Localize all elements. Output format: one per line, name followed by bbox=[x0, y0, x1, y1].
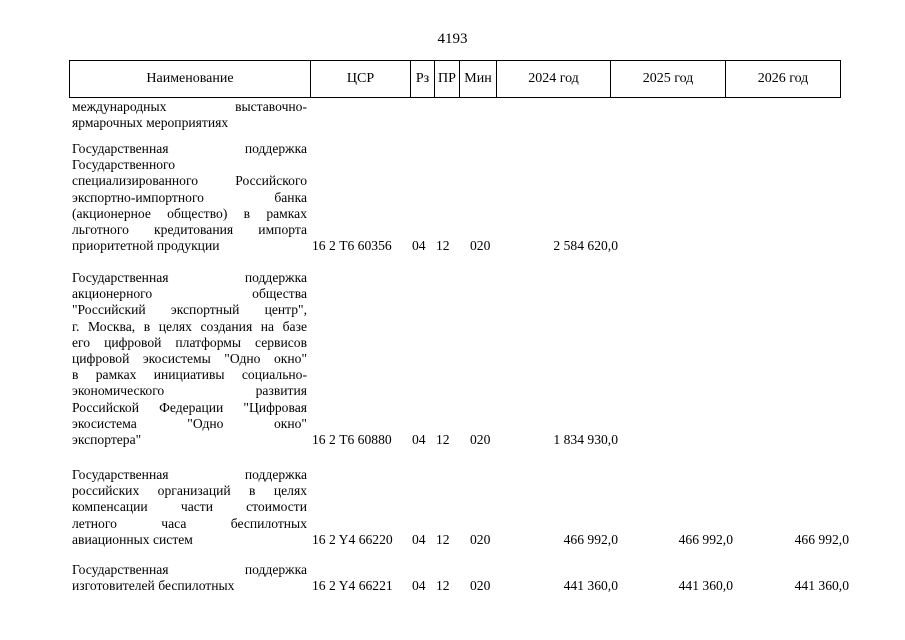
column-header-2026: 2026 год bbox=[726, 61, 841, 98]
table-header bbox=[69, 60, 841, 98]
column-header-name: Наименование bbox=[70, 61, 311, 98]
column-header-2025: 2025 год bbox=[611, 61, 726, 98]
row-name-line: приоритетной продукции bbox=[72, 238, 220, 254]
row-name-line: г. Москва, в целях создания на базе bbox=[72, 318, 307, 334]
row-name-line: компенсации части стоимости bbox=[72, 499, 307, 515]
row-name-line: Государственная поддержка bbox=[72, 562, 307, 577]
row-name-line: экспортно-импортного банка bbox=[72, 189, 307, 205]
cell-y2024: 466 992,0 bbox=[563, 531, 618, 547]
cell-y2025: 466 992,0 bbox=[678, 531, 733, 547]
cell-rz: 04 bbox=[412, 578, 426, 594]
row-name bbox=[72, 562, 307, 594]
column-header-2024: 2024 год bbox=[497, 61, 611, 98]
row-name-line: международных выставочно- bbox=[72, 99, 307, 114]
row-name bbox=[72, 270, 307, 448]
column-header-pr: ПР bbox=[435, 61, 460, 98]
row-name-line: льготного кредитования импорта bbox=[72, 222, 307, 238]
row-name-line: его цифровой платформы сервисов bbox=[72, 334, 307, 350]
cell-min: 020 bbox=[470, 578, 491, 594]
row-name-line: Российской Федерации "Цифровая bbox=[72, 399, 307, 415]
column-header-csr: ЦСР bbox=[311, 61, 411, 98]
cell-csr: 16 2 Y4 66221 bbox=[312, 578, 393, 594]
cell-rz: 04 bbox=[412, 531, 426, 547]
row-name-line: экосистема "Одно окно" bbox=[72, 415, 307, 431]
row-name-line: изготовителей беспилотных bbox=[72, 578, 235, 594]
row-name-line: экспортера" bbox=[72, 432, 142, 448]
row-name-line: в рамках инициативы социально- bbox=[72, 367, 307, 383]
cell-min: 020 bbox=[470, 432, 491, 447]
row-name-line: специализированного Российского bbox=[72, 173, 307, 189]
row-name-line: Государственного bbox=[72, 157, 176, 173]
cell-y2025: 441 360,0 bbox=[678, 578, 733, 594]
cell-min: 020 bbox=[470, 238, 491, 254]
cell-csr: 16 2 Т6 60356 bbox=[312, 238, 392, 254]
row-name-line: акционерного общества bbox=[72, 286, 307, 302]
row-name-line: летного часа беспилотных bbox=[72, 515, 307, 531]
cell-pr: 12 bbox=[436, 578, 450, 594]
column-header-min: Мин bbox=[460, 61, 497, 98]
row-name bbox=[72, 141, 307, 254]
cell-csr: 16 2 Т6 60880 bbox=[312, 432, 392, 447]
row-name-line: Государственная поддержка bbox=[72, 270, 307, 285]
cell-y2026: 466 992,0 bbox=[794, 531, 849, 547]
row-name-line: цифровой экосистемы "Одно окно" bbox=[72, 351, 307, 367]
column-header-rz: Рз bbox=[411, 61, 435, 98]
row-name-line: авиационных систем bbox=[72, 531, 193, 547]
row-name bbox=[72, 467, 307, 548]
row-name-line: "Российский экспортный центр", bbox=[72, 302, 307, 318]
row-name-line: (акционерное общество) в рамках bbox=[72, 205, 307, 221]
cell-y2024: 441 360,0 bbox=[563, 578, 618, 594]
cell-min: 020 bbox=[470, 531, 491, 547]
row-name-line: Государственная поддержка bbox=[72, 141, 307, 156]
row-name-line: Государственная поддержка bbox=[72, 467, 307, 482]
cell-y2026: 441 360,0 bbox=[794, 578, 849, 594]
cell-rz: 04 bbox=[412, 432, 426, 447]
cell-y2024: 2 584 620,0 bbox=[553, 238, 618, 254]
row-name-line: ярмарочных мероприятиях bbox=[72, 115, 229, 131]
cell-csr: 16 2 Y4 66220 bbox=[312, 531, 393, 547]
cell-y2024: 1 834 930,0 bbox=[553, 432, 618, 447]
row-name-line: экономического развития bbox=[72, 383, 307, 399]
row-name-line: российских организаций в целях bbox=[72, 483, 307, 499]
cell-pr: 12 bbox=[436, 432, 450, 447]
cell-pr: 12 bbox=[436, 531, 450, 547]
page-number: 4193 bbox=[437, 31, 468, 47]
cell-rz: 04 bbox=[412, 238, 426, 254]
cell-pr: 12 bbox=[436, 238, 450, 254]
row-name bbox=[72, 99, 307, 131]
